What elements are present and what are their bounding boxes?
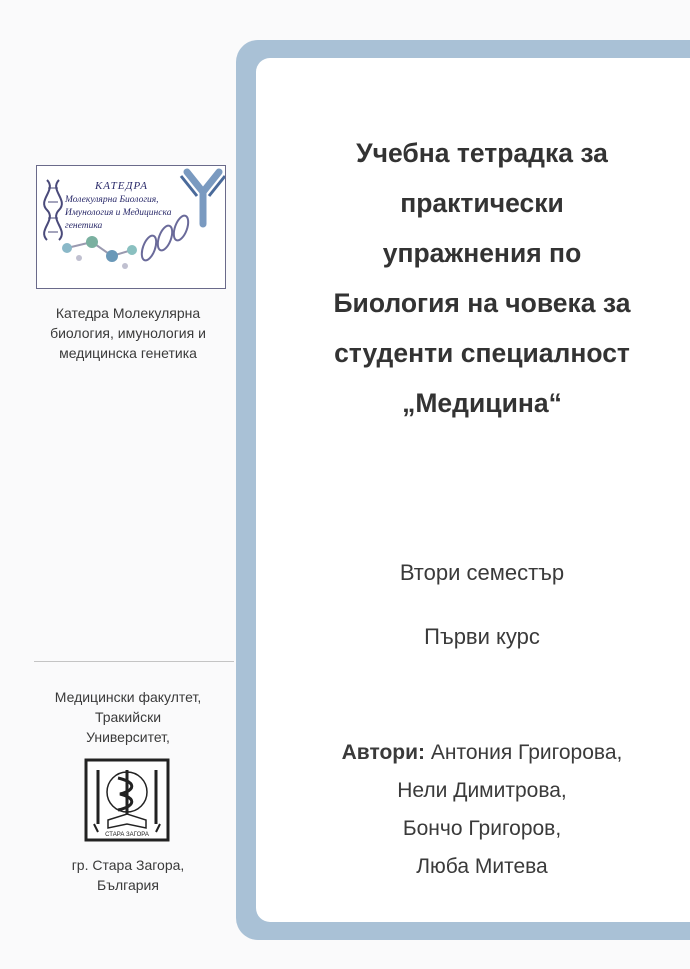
authors-label: Автори: xyxy=(341,741,426,764)
author-line xyxy=(282,734,682,772)
title-line: практически xyxy=(400,188,564,218)
city-name xyxy=(20,855,236,895)
logo-subtitle xyxy=(65,194,225,233)
author-name: Нели Димитрова, xyxy=(397,779,567,802)
logo-heading: КАТЕДРА xyxy=(95,180,148,192)
title-line: упражнения по xyxy=(382,238,582,268)
course-label: Първи курс xyxy=(424,624,540,649)
department-line: Катедра Молекулярна xyxy=(55,305,201,321)
department-line: биология, имунология и xyxy=(50,325,206,341)
title-line: студенти специалност xyxy=(334,338,630,368)
logo-line: Молекулярна Биология, xyxy=(65,195,159,205)
author-name: Люба Митева xyxy=(416,855,548,878)
department-logo xyxy=(36,165,226,289)
faculty-line: Медицински факултет, xyxy=(54,689,202,705)
cover-sidebar xyxy=(0,0,236,969)
department-line: медицинска генетика xyxy=(59,345,197,361)
logo-line: генетика xyxy=(65,221,103,231)
seal-caption: СТАРА ЗАГОРА xyxy=(105,832,149,838)
faculty-line: Тракийски xyxy=(94,709,162,725)
department-name xyxy=(20,303,236,363)
title-line: „Медицина“ xyxy=(402,388,562,418)
sidebar-divider xyxy=(34,661,234,662)
city-line: България xyxy=(97,877,159,893)
title-line: Биология на човека за xyxy=(333,288,631,318)
faculty-name xyxy=(20,687,236,747)
author-name: Антония Григорова, xyxy=(430,741,623,764)
faculty-line: Университет, xyxy=(86,729,170,745)
semester-label: Втори семестър xyxy=(399,560,565,585)
city-line: гр. Стара Загора, xyxy=(71,857,185,873)
logo-line: Имунология и Медицинска xyxy=(65,208,172,218)
authors-block xyxy=(282,734,682,886)
university-seal-icon xyxy=(84,758,170,842)
title-line: Учебна тетрадка за xyxy=(356,138,608,168)
author-name: Бончо Григоров, xyxy=(402,817,562,840)
book-title xyxy=(282,128,682,428)
